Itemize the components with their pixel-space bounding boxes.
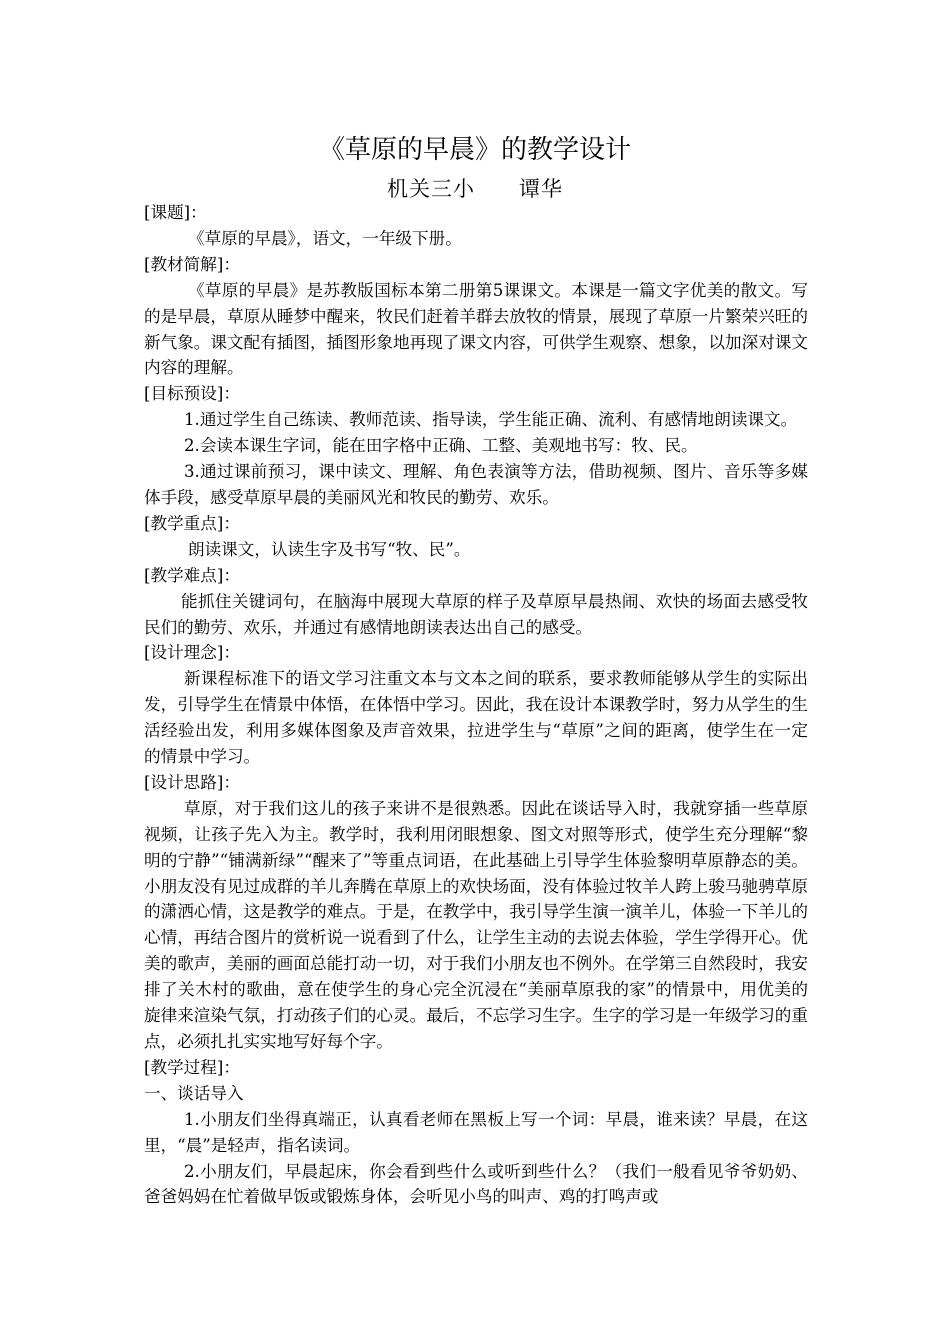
goal-item-1: 1.通过学生自己练读、教师范读、指导读，学生能正确、流利、有感情地朗读课文。 bbox=[184, 410, 798, 430]
section-heading-process: [教学过程]： bbox=[144, 1057, 240, 1077]
process-subheading: 一、谈话导入 bbox=[144, 1083, 244, 1103]
section-heading-concept: [设计理念]： bbox=[144, 643, 240, 663]
section-heading-approach: [设计思路]： bbox=[144, 772, 240, 792]
process-step-1: 1.小朋友们坐得真端正，认真看老师在黑板上写一个词：早晨，谁来读？早晨，在这里，“晨”是轻声，指名读词。 bbox=[144, 1109, 808, 1155]
section-heading-topic: [课题]： bbox=[144, 203, 207, 222]
section-heading-key-points: [教学重点]： bbox=[144, 513, 240, 533]
author-line bbox=[0, 175, 950, 203]
concept-paragraph: 新课程标准下的语文学习注重文本与文本之间的联系，要求教师能够从学生的实际出发，引导学生在情景中体悟，在体悟中学习。因此，我在设计本课教学时，努力从学生的生活经验出发，利用多媒体图象及声音效果，拉进学生与“草原”之间的距离，使学生在一定的情景中学习。 bbox=[144, 669, 808, 767]
author-school: 机关三小 bbox=[387, 177, 475, 201]
document-body bbox=[144, 200, 808, 1210]
document-title: 《草原的早晨》的教学设计 bbox=[318, 135, 631, 165]
difficulties-paragraph: 能抓住关键词句，在脑海中展现大草原的样子及草原早晨热闹、欢快的场面去感受牧民们的勤劳、欢乐，并通过有感情地朗读表达出自己的感受。 bbox=[144, 591, 808, 637]
author-name: 谭华 bbox=[519, 177, 563, 201]
section-heading-goals: [目标预设]： bbox=[144, 384, 240, 404]
goal-item-2: 2.会读本课生字词，能在田字格中正确、工整、美观地书写：牧、民。 bbox=[184, 436, 698, 456]
topic-paragraph: 《草原的早晨》，语文，一年级下册。 bbox=[188, 228, 462, 248]
material-paragraph: 《草原的早晨》是苏教版国标本第二册第5课课文。本课是一篇文字优美的散文。写的是早晨，草原从睡梦中醒来，牧民们赶着羊群去放牧的情景，展现了草原一片繁荣兴旺的新气象。课文配有插图，插图形象地再现了课文内容，可供学生观察、想象，以加深对课文内容的理解。 bbox=[144, 280, 808, 378]
approach-paragraph: 草原，对于我们这儿的孩子来讲不是很熟悉。因此在谈话导入时，我就穿插一些草原视频，让孩子先入为主。教学时，我利用闭眼想象、图文对照等形式，使学生充分理解“黎明的宁静”“铺满新绿”“醒来了”等重点词语，在此基础上引导学生体验黎明草原静态的美。小朋友没有见过成群的羊儿奔腾在草原上的欢快场面，没有体验过牧羊人跨上骏马驰骋草原的潇洒心情，这是教学的难点。于是，在教学中，我引导学生演一演羊儿，体验一下羊儿的心情，再结合图片的赏析说一说看到了什么，让学生主动的去说去体验，学生学得开心。优美的歌声，美丽的画面总能打动一切，对于我们小朋友也不例外。在学第三自然段时，我安排了关木村的歌曲，意在使学生的身心完全沉浸在“美丽草原我的家”的情景中，用优美的旋律来渲染气氛，打动孩子们的心灵。最后，不忘学习生字。生字的学习是一年级学习的重点，必须扎扎实实地写好每个字。 bbox=[144, 798, 808, 1051]
goal-item-3: 3.通过课前预习，课中读文、理解、角色表演等方法，借助视频、图片、音乐等多媒体手段，感受草原早晨的美丽风光和牧民的勤劳、欢乐。 bbox=[144, 462, 808, 507]
section-heading-difficulties: [教学难点]： bbox=[144, 565, 240, 585]
key-points-paragraph: 朗读课文，认读生字及书写“牧、民”。 bbox=[188, 539, 471, 559]
process-step-2: 2.小朋友们，早晨起床，你会看到些什么或听到些什么？（我们一般看见爷爷奶奶、爸爸妈妈在忙着做早饭或锻炼身体，会听见小鸟的叫声、鸡的打鸣声或 bbox=[144, 1161, 808, 1207]
section-heading-material: [教材简解]： bbox=[144, 254, 240, 274]
